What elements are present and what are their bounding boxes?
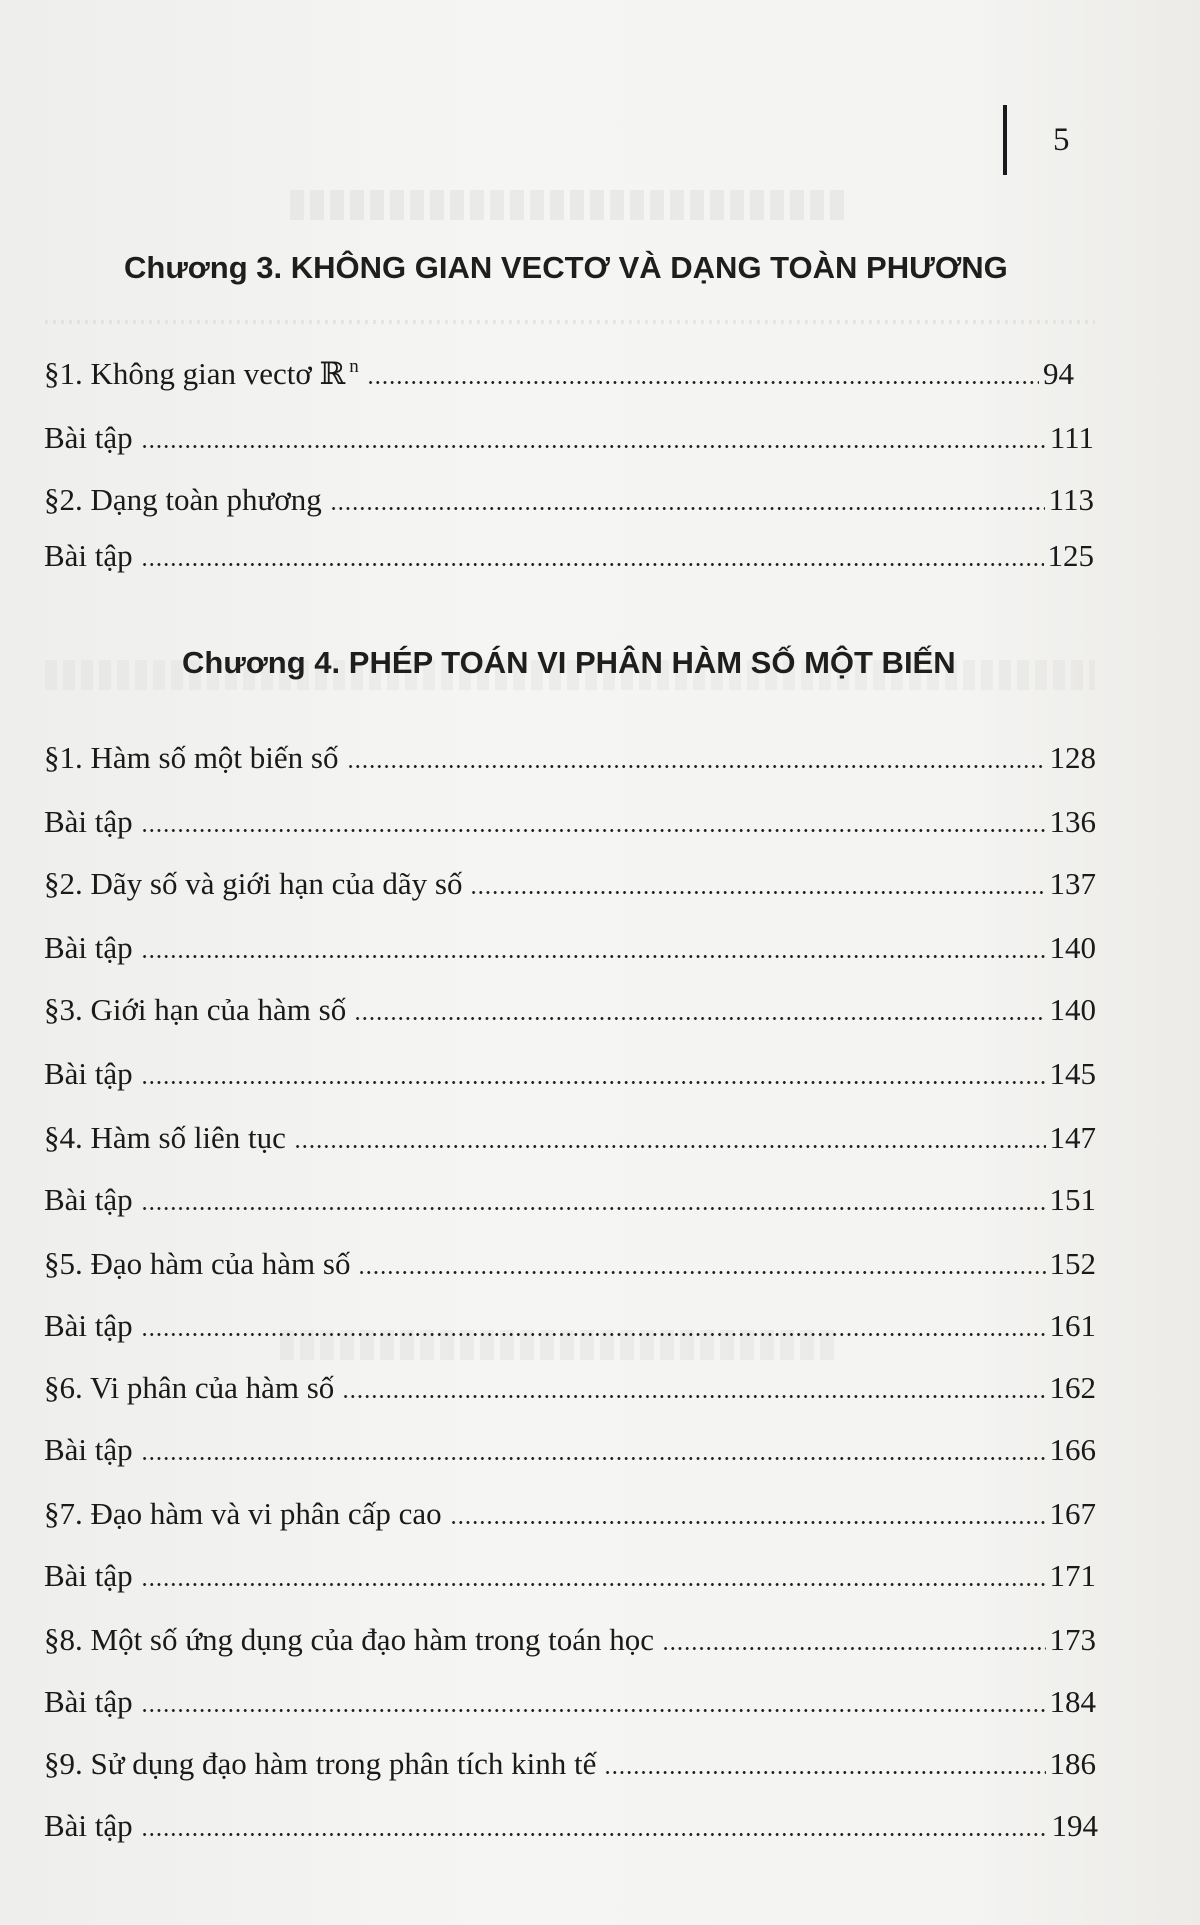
toc-entry bbox=[44, 1734, 1096, 1782]
entry-label: §7. Đạo hàm và vi phân cấp cao bbox=[44, 1496, 442, 1531]
entry-page-number: 125 bbox=[1047, 538, 1094, 573]
entry-label: §9. Sử dụng đạo hàm trong phân tích kinh tế bbox=[44, 1746, 597, 1781]
entry-page-number: 171 bbox=[1049, 1558, 1096, 1593]
toc-entry bbox=[44, 980, 1096, 1028]
entry-page-number: 194 bbox=[1051, 1808, 1098, 1843]
dot-leader bbox=[141, 1709, 1046, 1712]
toc-entry bbox=[44, 1170, 1096, 1218]
toc-entry bbox=[44, 344, 1074, 392]
dot-leader bbox=[604, 1771, 1045, 1774]
dot-leader bbox=[450, 1521, 1046, 1524]
entry-label: Bài tập bbox=[44, 930, 133, 965]
dot-leader bbox=[141, 1583, 1046, 1586]
toc-entry bbox=[44, 728, 1096, 776]
entry-label: Bài tập bbox=[44, 1308, 133, 1343]
toc-entry bbox=[44, 470, 1094, 518]
toc-entry bbox=[44, 1044, 1096, 1092]
entry-label: Bài tập bbox=[44, 1056, 133, 1091]
entry-page-number: 186 bbox=[1049, 1746, 1096, 1781]
page-header bbox=[1003, 105, 1071, 175]
dot-leader bbox=[141, 1207, 1046, 1210]
entry-label: Bài tập bbox=[44, 1432, 133, 1467]
entry-label: §6. Vi phân của hàm số bbox=[44, 1370, 335, 1405]
entry-page-number: 151 bbox=[1049, 1182, 1096, 1217]
entry-page-number: 140 bbox=[1049, 930, 1096, 965]
entry-page-number: 145 bbox=[1049, 1056, 1096, 1091]
entry-page-number: 137 bbox=[1049, 866, 1096, 901]
toc-entry bbox=[44, 526, 1094, 574]
dot-leader bbox=[367, 381, 1039, 384]
toc-entry bbox=[44, 1358, 1096, 1406]
header-rule bbox=[1003, 105, 1007, 175]
dot-leader bbox=[141, 563, 1044, 566]
dot-leader bbox=[141, 829, 1046, 832]
entry-page-number: 147 bbox=[1049, 1120, 1096, 1155]
entry-page-number: 166 bbox=[1049, 1432, 1096, 1467]
toc-entry bbox=[44, 1296, 1096, 1344]
bleed-through-decoration bbox=[45, 320, 1095, 324]
dot-leader bbox=[358, 1271, 1045, 1274]
dot-leader bbox=[342, 1395, 1045, 1398]
page-number: 5 bbox=[1053, 121, 1071, 158]
toc-entry bbox=[44, 1234, 1096, 1282]
entry-page-number: 140 bbox=[1049, 992, 1096, 1027]
dot-leader bbox=[470, 891, 1045, 894]
toc-entry bbox=[44, 1546, 1096, 1594]
entry-page-number: 111 bbox=[1049, 420, 1094, 455]
toc-entry bbox=[44, 792, 1096, 840]
dot-leader bbox=[141, 1333, 1046, 1336]
dot-leader bbox=[141, 1457, 1046, 1460]
entry-page-number: 162 bbox=[1049, 1370, 1096, 1405]
entry-label: Bài tập bbox=[44, 1808, 133, 1843]
entry-page-number: 161 bbox=[1049, 1308, 1096, 1343]
dot-leader bbox=[662, 1647, 1045, 1650]
entry-page-number: 128 bbox=[1049, 740, 1096, 775]
chapter-title: Chương 4. PHÉP TOÁN VI PHÂN HÀM SỐ MỘT BIẾN bbox=[182, 645, 956, 680]
entry-label-text: §1. Không gian vectơ ℝ bbox=[44, 356, 346, 391]
toc-entry bbox=[44, 918, 1096, 966]
toc-entry bbox=[44, 1796, 1098, 1844]
entry-page-number: 113 bbox=[1048, 482, 1094, 517]
toc-entry bbox=[44, 408, 1094, 456]
entry-label: §2. Dãy số và giới hạn của dãy số bbox=[44, 866, 463, 901]
dot-leader bbox=[294, 1145, 1046, 1148]
entry-label: §8. Một số ứng dụng của đạo hàm trong toán học bbox=[44, 1622, 655, 1657]
entry-label bbox=[44, 356, 367, 392]
toc-entry bbox=[44, 1108, 1096, 1156]
toc-entry bbox=[44, 1610, 1096, 1658]
entry-page-number: 167 bbox=[1049, 1496, 1096, 1531]
entry-page-number: 152 bbox=[1049, 1246, 1096, 1281]
entry-label: §3. Giới hạn của hàm số bbox=[44, 992, 347, 1027]
toc-entry bbox=[44, 1672, 1096, 1720]
bleed-through-decoration bbox=[290, 190, 850, 220]
entry-label: Bài tập bbox=[44, 420, 133, 455]
chapter-title: Chương 3. KHÔNG GIAN VECTƠ VÀ DẠNG TOÀN PHƯƠNG bbox=[124, 250, 1008, 285]
entry-label: Bài tập bbox=[44, 804, 133, 839]
dot-leader bbox=[141, 445, 1046, 448]
entry-label: Bài tập bbox=[44, 538, 133, 573]
dot-leader bbox=[141, 1833, 1048, 1836]
dot-leader bbox=[347, 765, 1046, 768]
entry-label: Bài tập bbox=[44, 1558, 133, 1593]
dot-leader bbox=[354, 1017, 1045, 1020]
entry-label: Bài tập bbox=[44, 1182, 133, 1217]
dot-leader bbox=[141, 955, 1046, 958]
toc-entry bbox=[44, 1420, 1096, 1468]
toc-entry bbox=[44, 854, 1096, 902]
entry-label: Bài tập bbox=[44, 1684, 133, 1719]
entry-label: §5. Đạo hàm của hàm số bbox=[44, 1246, 351, 1281]
entry-label: §4. Hàm số liên tục bbox=[44, 1120, 286, 1155]
entry-label: §1. Hàm số một biến số bbox=[44, 740, 339, 775]
entry-page-number: 173 bbox=[1049, 1622, 1096, 1657]
superscript-n: n bbox=[349, 356, 359, 377]
toc-entry bbox=[44, 1484, 1096, 1532]
entry-page-number: 136 bbox=[1049, 804, 1096, 839]
entry-page-number: 94 bbox=[1043, 356, 1074, 391]
entry-page-number: 184 bbox=[1049, 1684, 1096, 1719]
entry-label: §2. Dạng toàn phương bbox=[44, 482, 322, 517]
dot-leader bbox=[330, 507, 1045, 510]
dot-leader bbox=[141, 1081, 1046, 1084]
